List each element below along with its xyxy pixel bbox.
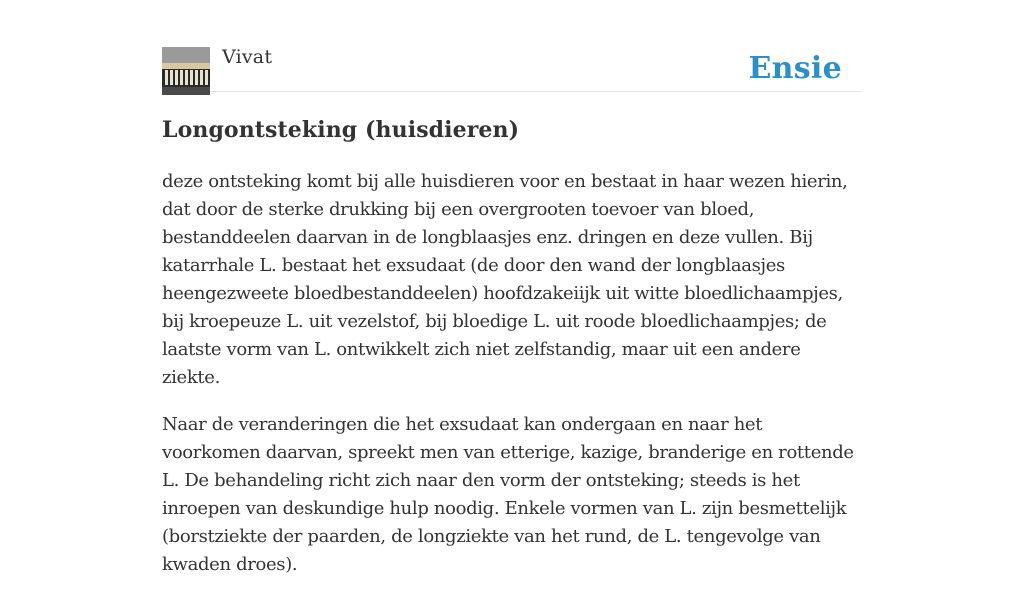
typewriter-keys-icon: [162, 47, 210, 95]
paragraph: Naar de veranderingen die het exsudaat kan ondergaan en naar het voorkomen daarvan, spreekt men van etterige, kazige, branderige en rottende L. De behandeling richt zich naar den vorm der ontsteking; steeds is het inroepen van deskundige hulp noodig. Enkele vormen van L. zijn besmettelijk (borstziekte der paarden, de longziekte van het rund, de L. tengevolge van kwaden droes).: [162, 414, 854, 575]
paragraph: deze ontsteking komt bij alle huisdieren voor en bestaat in haar wezen hierin, dat door de sterke drukking bij een overgrooten toevoer van bloed, bestanddeelen daarvan in de longblaasjes enz. dringen en deze vullen. Bij katarrhale L. bestaat het exsudaat (de door den wand der longblaasjes heengezweete bloedbestanddeelen) hoofdzakeiijk uit witte bloedlichaampjes, bij kroepeuze L. uit vezelstof, bij bloedige L. uit roode bloedlichaampjes; de laatste vorm van L. ontwikkelt zich niet zelfstandig, maar uit een andere ziekte.: [162, 171, 848, 388]
page-title: Longontsteking (huisdieren): [162, 117, 520, 143]
article-page: [162, 0, 862, 598]
header: [162, 0, 862, 92]
article-body: [162, 168, 862, 579]
brand-logo[interactable]: Ensie: [748, 51, 842, 86]
author-name[interactable]: Vivat: [222, 46, 273, 68]
avatar[interactable]: [162, 47, 210, 95]
